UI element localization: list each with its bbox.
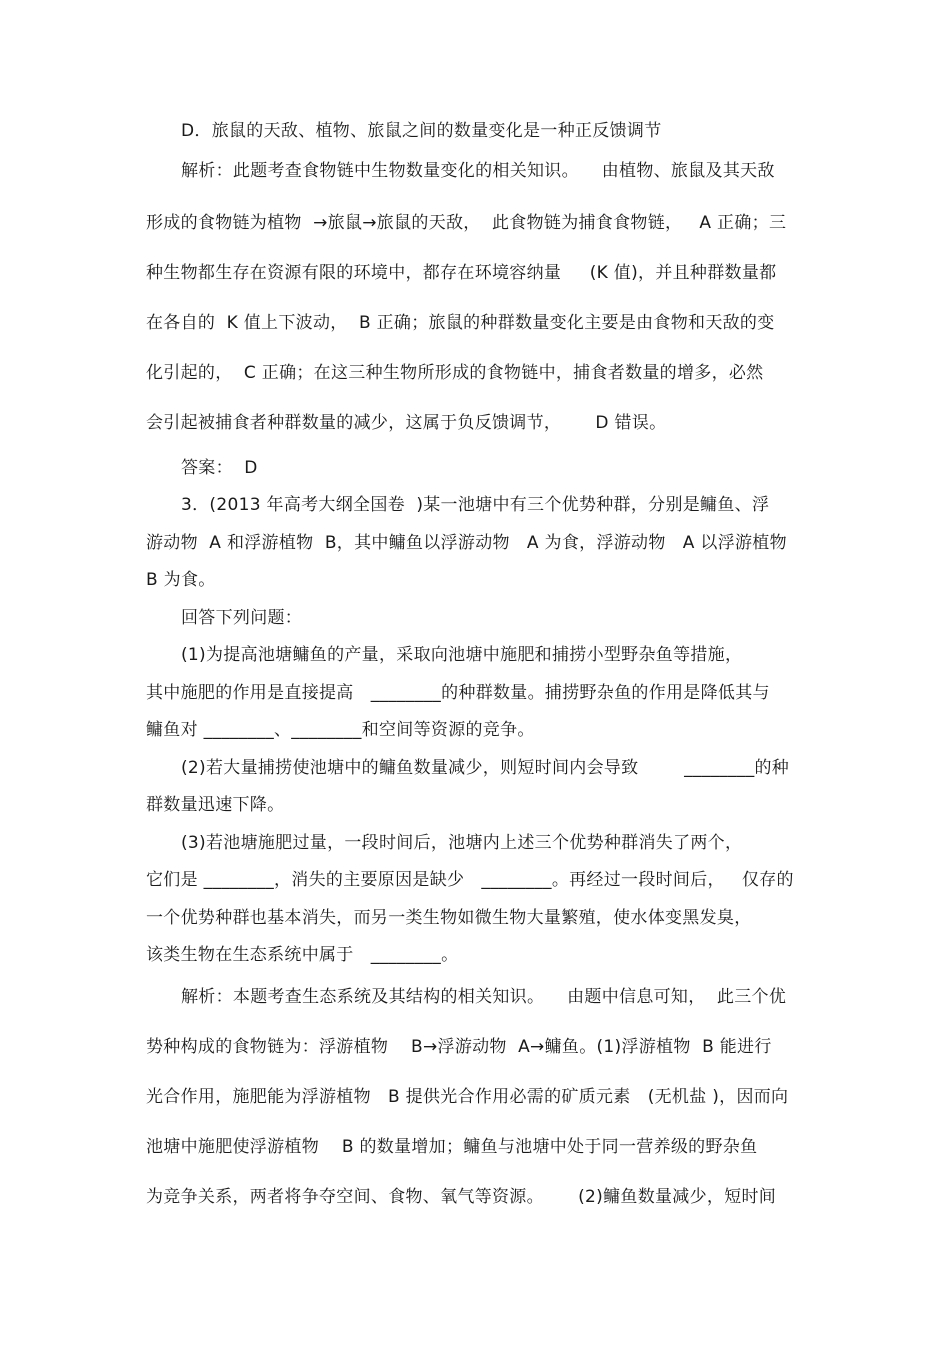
subquestion-line: 该类生物在生态系统中属于 ________。	[146, 945, 459, 965]
analysis-paragraph-line: 形成的食物链为植物 →旅鼠→旅鼠的天敌， 此食物链为捕食食物链， A 正确；三	[146, 213, 787, 233]
subquestion-line: 它们是 ________，消失的主要原因是缺少 ________。再经过一段时间后， 仅存的	[146, 870, 794, 890]
subquestion-line: (3)若池塘施肥过量，一段时间后，池塘内上述三个优势种群消失了两个，	[181, 833, 743, 853]
question-line: 游动物 A 和浮游植物 B，其中鳙鱼以浮游动物 A 为食，浮游动物 A 以浮游植物	[146, 533, 787, 553]
subquestion-line: 鳙鱼对 ________、________和空间等资源的竞争。	[146, 720, 535, 740]
analysis-paragraph-line: 为竞争关系，两者将争夺空间、食物、氧气等资源。 (2)鳙鱼数量减少，短时间	[146, 1187, 777, 1207]
question-line: 3．(2013 年高考大纲全国卷 )某一池塘中有三个优势种群，分别是鳙鱼、浮	[181, 495, 770, 515]
answer-line: 答案： D	[181, 458, 258, 478]
option-d-line: D．旅鼠的天敌、植物、旅鼠之间的数量变化是一种正反馈调节	[181, 121, 662, 141]
analysis-paragraph-line: 化引起的， C 正确；在这三种生物所形成的食物链中，捕食者数量的增多，必然	[146, 363, 764, 383]
subquestion-line: 群数量迅速下降。	[146, 795, 285, 815]
analysis-paragraph-line: 池塘中施肥使浮游植物 B 的数量增加；鳙鱼与池塘中处于同一营养级的野杂鱼	[146, 1137, 758, 1157]
analysis-paragraph-line: 解析：本题考查生态系统及其结构的相关知识。 由题中信息可知， 此三个优	[181, 987, 787, 1007]
question-line: B 为食。	[146, 570, 216, 590]
instruction-line: 回答下列问题：	[181, 608, 303, 628]
analysis-paragraph-line: 会引起被捕食者种群数量的减少，这属于负反馈调节， D 错误。	[146, 413, 667, 433]
subquestion-line: (1)为提高池塘鳙鱼的产量，采取向池塘中施肥和捕捞小型野杂鱼等措施，	[181, 645, 743, 665]
analysis-paragraph-line: 在各自的 K 值上下波动， B 正确；旅鼠的种群数量变化主要是由食物和天敌的变	[146, 313, 775, 333]
subquestion-line: (2)若大量捕捞使池塘中的鳙鱼数量减少，则短时间内会导致 ________的种	[181, 758, 790, 778]
analysis-paragraph-line: 种生物都生存在资源有限的环境中，都存在环境容纳量 (K 值)，并且种群数量都	[146, 263, 777, 283]
analysis-paragraph-line: 势种构成的食物链为：浮游植物 B→浮游动物 A→鳙鱼。(1)浮游植物 B 能进行	[146, 1037, 772, 1057]
subquestion-line: 其中施肥的作用是直接提高 ________的种群数量。捕捞野杂鱼的作用是降低其与	[146, 683, 770, 703]
analysis-paragraph-line: 光合作用，施肥能为浮游植物 B 提供光合作用必需的矿质元素 (无机盐 )，因而向	[146, 1087, 789, 1107]
analysis-paragraph-line: 解析：此题考查食物链中生物数量变化的相关知识。 由植物、旅鼠及其天敌	[181, 161, 775, 181]
subquestion-line: 一个优势种群也基本消失，而另一类生物如微生物大量繁殖，使水体变黑发臭，	[146, 908, 752, 928]
